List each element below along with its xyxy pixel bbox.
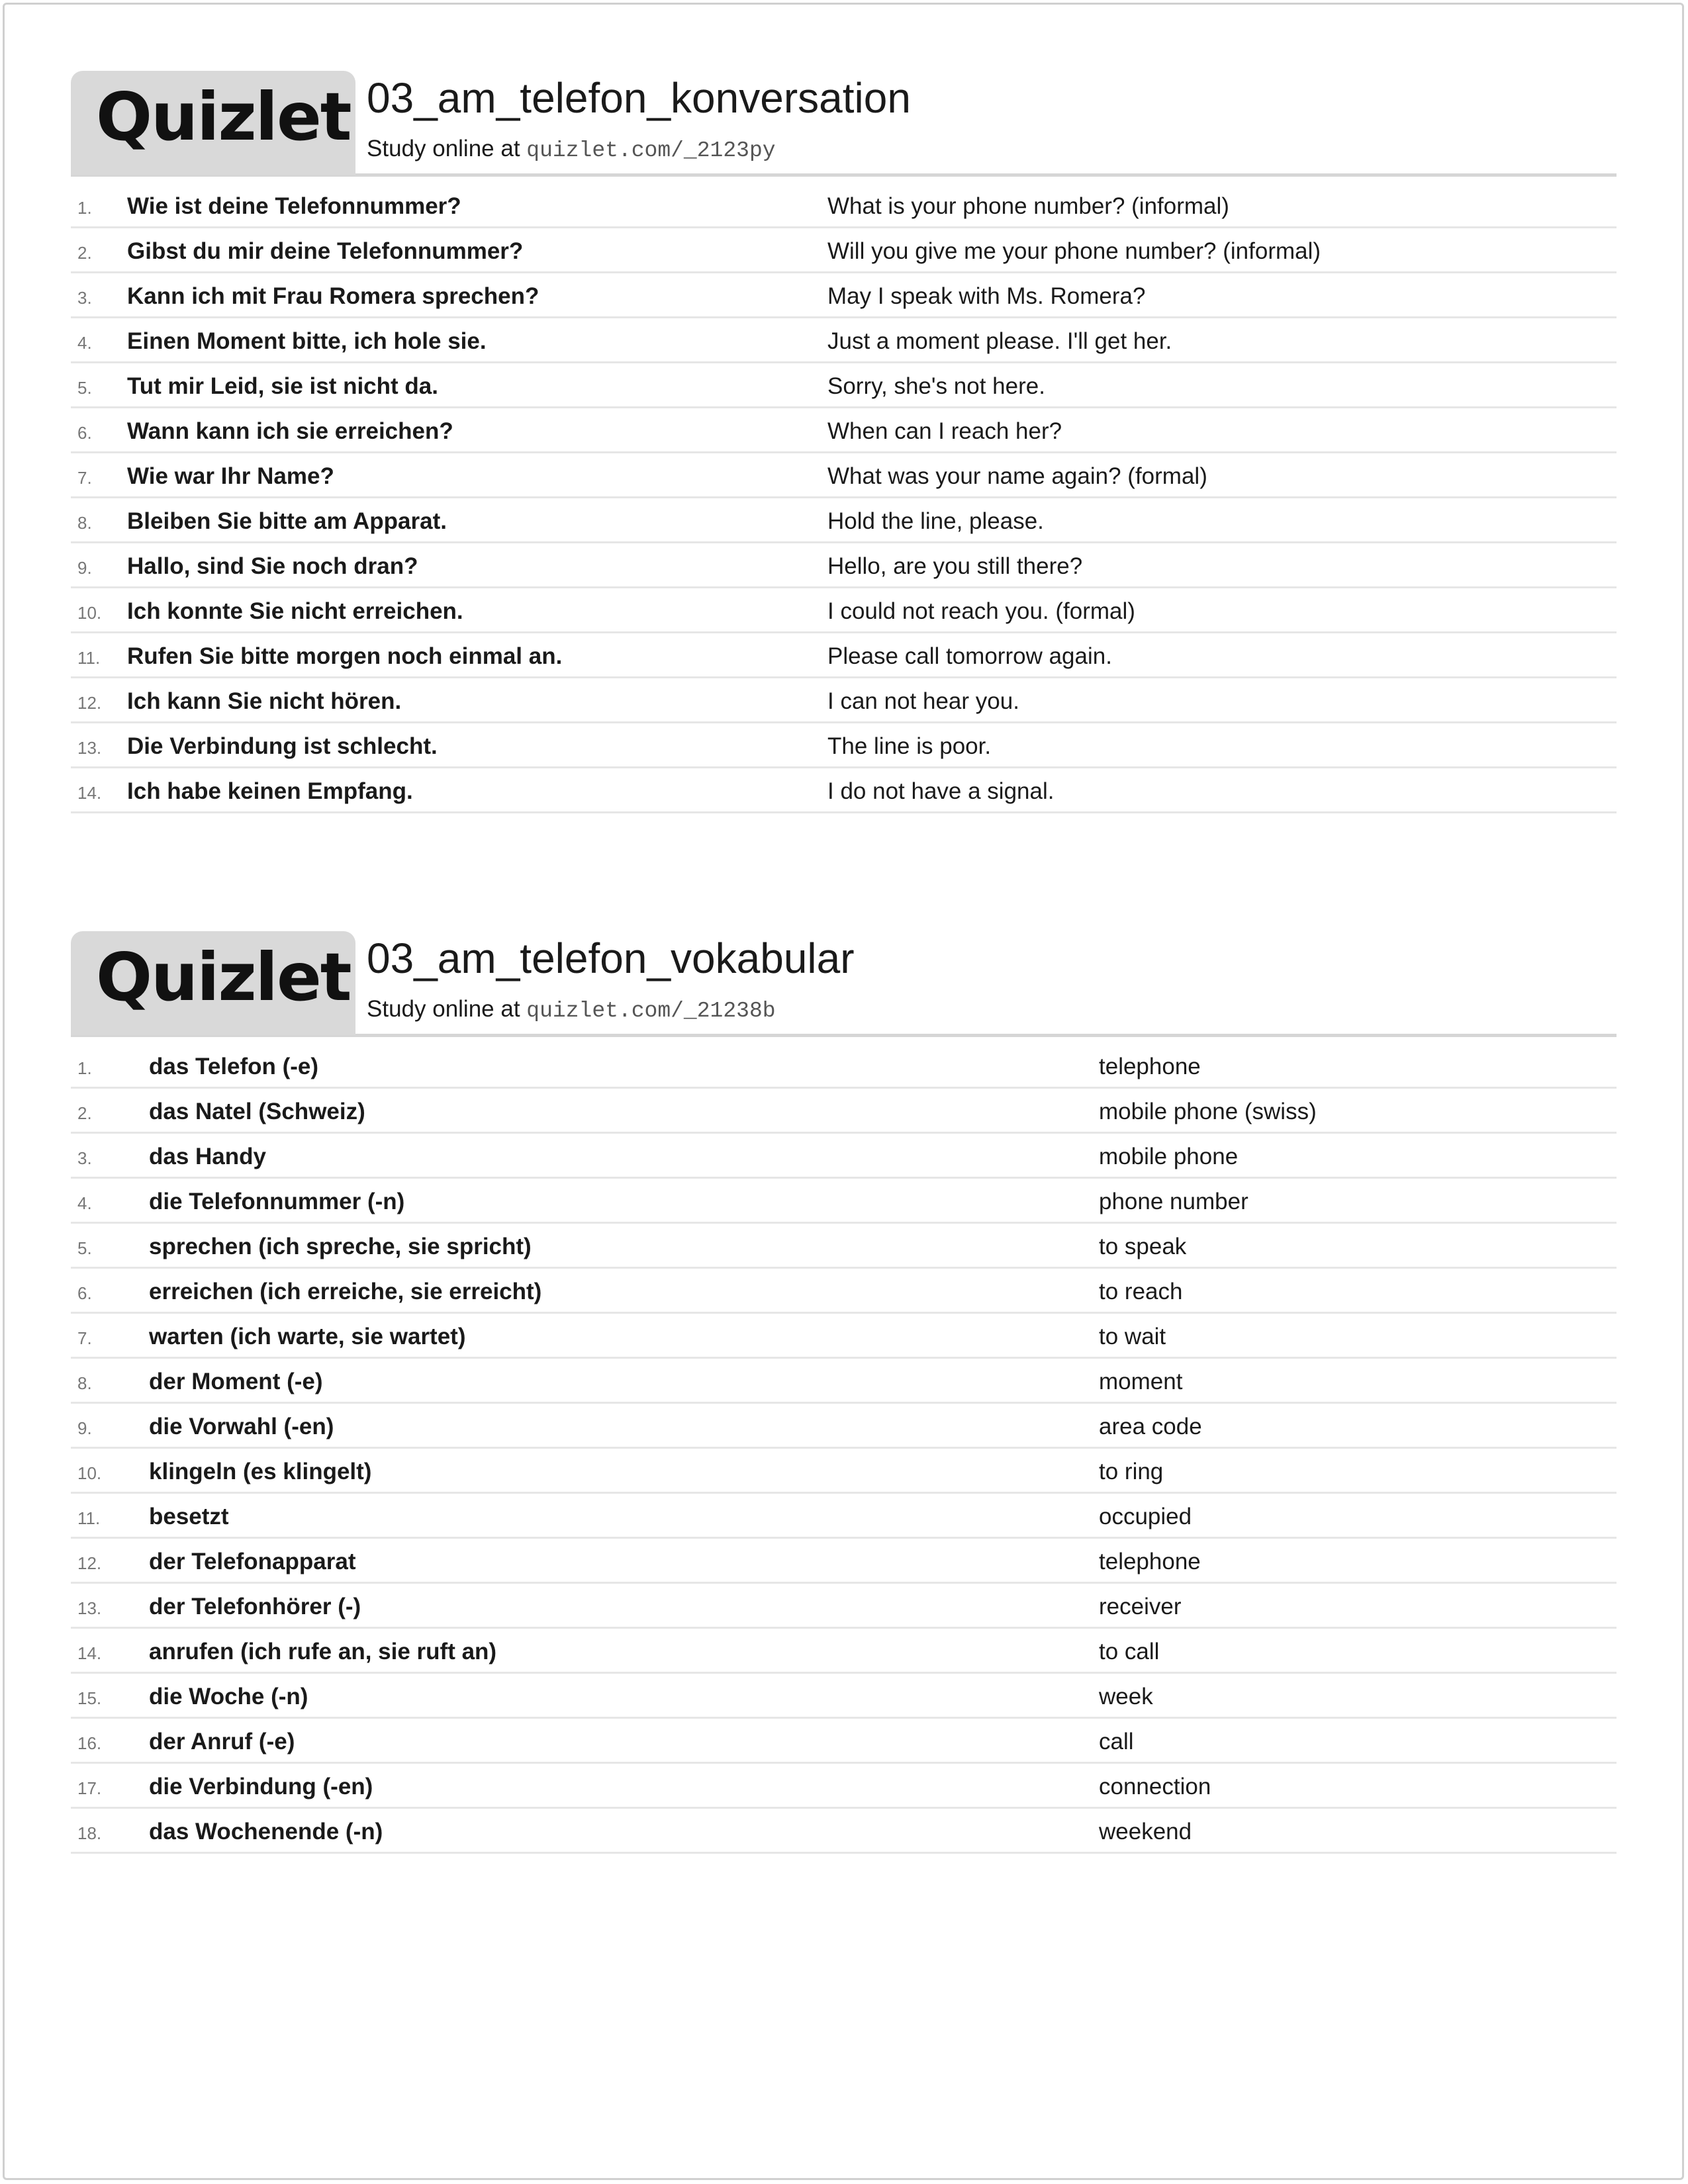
card-number: 7. <box>77 1328 92 1348</box>
card-number: 12. <box>77 1553 102 1573</box>
card-definition: Sorry, she's not here. <box>827 373 1045 399</box>
card-number: 5. <box>77 1238 92 1258</box>
card-term: Einen Moment bitte, ich hole sie. <box>127 328 487 354</box>
set-header <box>71 931 1617 1037</box>
card-definition: week <box>1099 1684 1153 1709</box>
logo-text: Quizlet <box>96 78 351 156</box>
card-number: 7. <box>77 468 92 488</box>
card-number: 12. <box>77 693 102 713</box>
card-number: 9. <box>77 558 92 578</box>
card-row <box>71 363 1617 408</box>
card-number: 11. <box>77 648 101 668</box>
card-row <box>71 273 1617 318</box>
card-term: das Natel (Schweiz) <box>149 1099 365 1124</box>
card-row <box>71 633 1617 678</box>
card-row <box>71 1449 1617 1494</box>
card-number: 1. <box>77 1058 92 1078</box>
card-row <box>71 1629 1617 1674</box>
card-term: sprechen (ich spreche, sie spricht) <box>149 1234 532 1259</box>
card-term: Die Verbindung ist schlecht. <box>127 733 438 759</box>
card-definition: to ring <box>1099 1459 1164 1484</box>
card-number: 17. <box>77 1778 102 1798</box>
card-row <box>71 318 1617 363</box>
card-number: 13. <box>77 738 102 758</box>
card-term: Ich konnte Sie nicht erreichen. <box>127 598 463 624</box>
card-number: 18. <box>77 1823 102 1843</box>
card-term: der Telefonapparat <box>149 1549 356 1574</box>
card-definition: The line is poor. <box>827 733 992 759</box>
card-row <box>71 1764 1617 1809</box>
study-url: quizlet.com/_21238b <box>526 999 776 1023</box>
card-term: der Telefonhörer (-) <box>149 1594 361 1619</box>
card-definition: I do not have a signal. <box>827 778 1055 804</box>
card-term: Hallo, sind Sie noch dran? <box>127 553 418 579</box>
card-definition: I can not hear you. <box>827 688 1019 714</box>
flashcard-set-konversation <box>71 71 1617 813</box>
card-row <box>71 183 1617 228</box>
card-term: Gibst du mir deine Telefonnummer? <box>127 238 524 264</box>
card-number: 14. <box>77 1643 102 1663</box>
card-definition: mobile phone (swiss) <box>1099 1099 1317 1124</box>
card-number: 11. <box>77 1508 101 1528</box>
card-row <box>71 498 1617 543</box>
card-definition: to call <box>1099 1639 1160 1664</box>
card-number: 3. <box>77 1148 92 1168</box>
card-row <box>71 723 1617 768</box>
card-row <box>71 588 1617 633</box>
card-term: anrufen (ich rufe an, sie ruft an) <box>149 1639 497 1664</box>
card-definition: mobile phone <box>1099 1144 1239 1169</box>
card-term: das Telefon (-e) <box>149 1054 319 1079</box>
study-online-line <box>367 135 776 164</box>
card-term: Ich habe keinen Empfang. <box>127 778 413 804</box>
study-prefix: Study online at <box>367 136 520 161</box>
card-definition: connection <box>1099 1774 1211 1799</box>
card-row <box>71 408 1617 453</box>
quizlet-logo <box>71 931 355 1035</box>
card-definition: to wait <box>1099 1324 1166 1349</box>
card-row <box>71 543 1617 588</box>
card-definition: area code <box>1099 1414 1202 1439</box>
card-row <box>71 1539 1617 1584</box>
card-definition: call <box>1099 1729 1134 1754</box>
card-row <box>71 1179 1617 1224</box>
card-row <box>71 1269 1617 1314</box>
card-term: die Verbindung (-en) <box>149 1774 373 1799</box>
card-row <box>71 1224 1617 1269</box>
card-definition: What was your name again? (formal) <box>827 463 1207 489</box>
card-term: klingeln (es klingelt) <box>149 1459 372 1484</box>
card-number: 6. <box>77 423 92 443</box>
card-row <box>71 1089 1617 1134</box>
card-term: erreichen (ich erreiche, sie erreicht) <box>149 1279 542 1304</box>
card-term: warten (ich warte, sie wartet) <box>149 1324 466 1349</box>
card-row <box>71 1134 1617 1179</box>
card-term: besetzt <box>149 1504 229 1529</box>
card-number: 16. <box>77 1733 102 1753</box>
card-number: 4. <box>77 1193 92 1213</box>
card-definition: Will you give me your phone number? (informal) <box>827 238 1321 264</box>
card-row <box>71 1044 1617 1089</box>
logo-text: Quizlet <box>96 938 351 1016</box>
card-definition: receiver <box>1099 1594 1182 1619</box>
card-term: die Vorwahl (-en) <box>149 1414 334 1439</box>
set-title: 03_am_telefon_konversation <box>367 74 911 122</box>
quizlet-logo <box>71 71 355 175</box>
study-prefix: Study online at <box>367 996 520 1022</box>
card-number: 4. <box>77 333 92 353</box>
card-row <box>71 453 1617 498</box>
card-row <box>71 1494 1617 1539</box>
card-term: Ich kann Sie nicht hören. <box>127 688 402 714</box>
card-number: 14. <box>77 783 102 803</box>
card-definition: Hold the line, please. <box>827 508 1044 534</box>
card-term: der Moment (-e) <box>149 1369 323 1394</box>
card-term: die Woche (-n) <box>149 1684 308 1709</box>
card-term: das Handy <box>149 1144 266 1169</box>
card-row <box>71 1404 1617 1449</box>
card-term: die Telefonnummer (-n) <box>149 1189 405 1214</box>
card-term: Wann kann ich sie erreichen? <box>127 418 453 444</box>
card-definition: Hello, are you still there? <box>827 553 1083 579</box>
card-number: 2. <box>77 243 92 263</box>
card-row <box>71 678 1617 723</box>
card-definition: telephone <box>1099 1549 1201 1574</box>
card-definition: May I speak with Ms. Romera? <box>827 283 1146 309</box>
card-row <box>71 1584 1617 1629</box>
card-number: 10. <box>77 1463 102 1483</box>
card-row <box>71 228 1617 273</box>
card-number: 1. <box>77 198 92 218</box>
flashcard-set-vokabular <box>71 931 1617 1854</box>
card-list <box>71 183 1617 813</box>
card-row <box>71 1674 1617 1719</box>
card-definition: phone number <box>1099 1189 1248 1214</box>
card-number: 13. <box>77 1598 102 1618</box>
card-row <box>71 1719 1617 1764</box>
card-definition: Just a moment please. I'll get her. <box>827 328 1172 354</box>
card-term: Bleiben Sie bitte am Apparat. <box>127 508 447 534</box>
card-term: Wie ist deine Telefonnummer? <box>127 193 461 219</box>
card-row <box>71 768 1617 813</box>
card-number: 3. <box>77 288 92 308</box>
card-number: 5. <box>77 378 92 398</box>
card-term: das Wochenende (-n) <box>149 1819 383 1844</box>
card-term: Kann ich mit Frau Romera sprechen? <box>127 283 539 309</box>
card-term: Rufen Sie bitte morgen noch einmal an. <box>127 643 563 669</box>
card-term: Tut mir Leid, sie ist nicht da. <box>127 373 438 399</box>
set-title: 03_am_telefon_vokabular <box>367 934 855 982</box>
card-number: 2. <box>77 1103 92 1123</box>
card-definition: to speak <box>1099 1234 1187 1259</box>
card-definition: What is your phone number? (informal) <box>827 193 1229 219</box>
card-number: 8. <box>77 513 92 533</box>
card-definition: weekend <box>1099 1819 1192 1844</box>
card-definition: Please call tomorrow again. <box>827 643 1112 669</box>
card-definition: to reach <box>1099 1279 1183 1304</box>
set-header <box>71 71 1617 177</box>
card-number: 10. <box>77 603 102 623</box>
card-term: Wie war Ihr Name? <box>127 463 334 489</box>
card-number: 8. <box>77 1373 92 1393</box>
card-row <box>71 1314 1617 1359</box>
card-number: 6. <box>77 1283 92 1303</box>
card-row <box>71 1809 1617 1854</box>
card-number: 15. <box>77 1688 102 1708</box>
card-row <box>71 1359 1617 1404</box>
study-online-line <box>367 995 776 1024</box>
study-url: quizlet.com/_2123py <box>526 138 776 163</box>
card-definition: telephone <box>1099 1054 1201 1079</box>
card-definition: I could not reach you. (formal) <box>827 598 1135 624</box>
card-term: der Anruf (-e) <box>149 1729 295 1754</box>
card-definition: occupied <box>1099 1504 1192 1529</box>
card-list <box>71 1044 1617 1854</box>
card-definition: When can I reach her? <box>827 418 1062 444</box>
card-number: 9. <box>77 1418 92 1438</box>
card-definition: moment <box>1099 1369 1183 1394</box>
